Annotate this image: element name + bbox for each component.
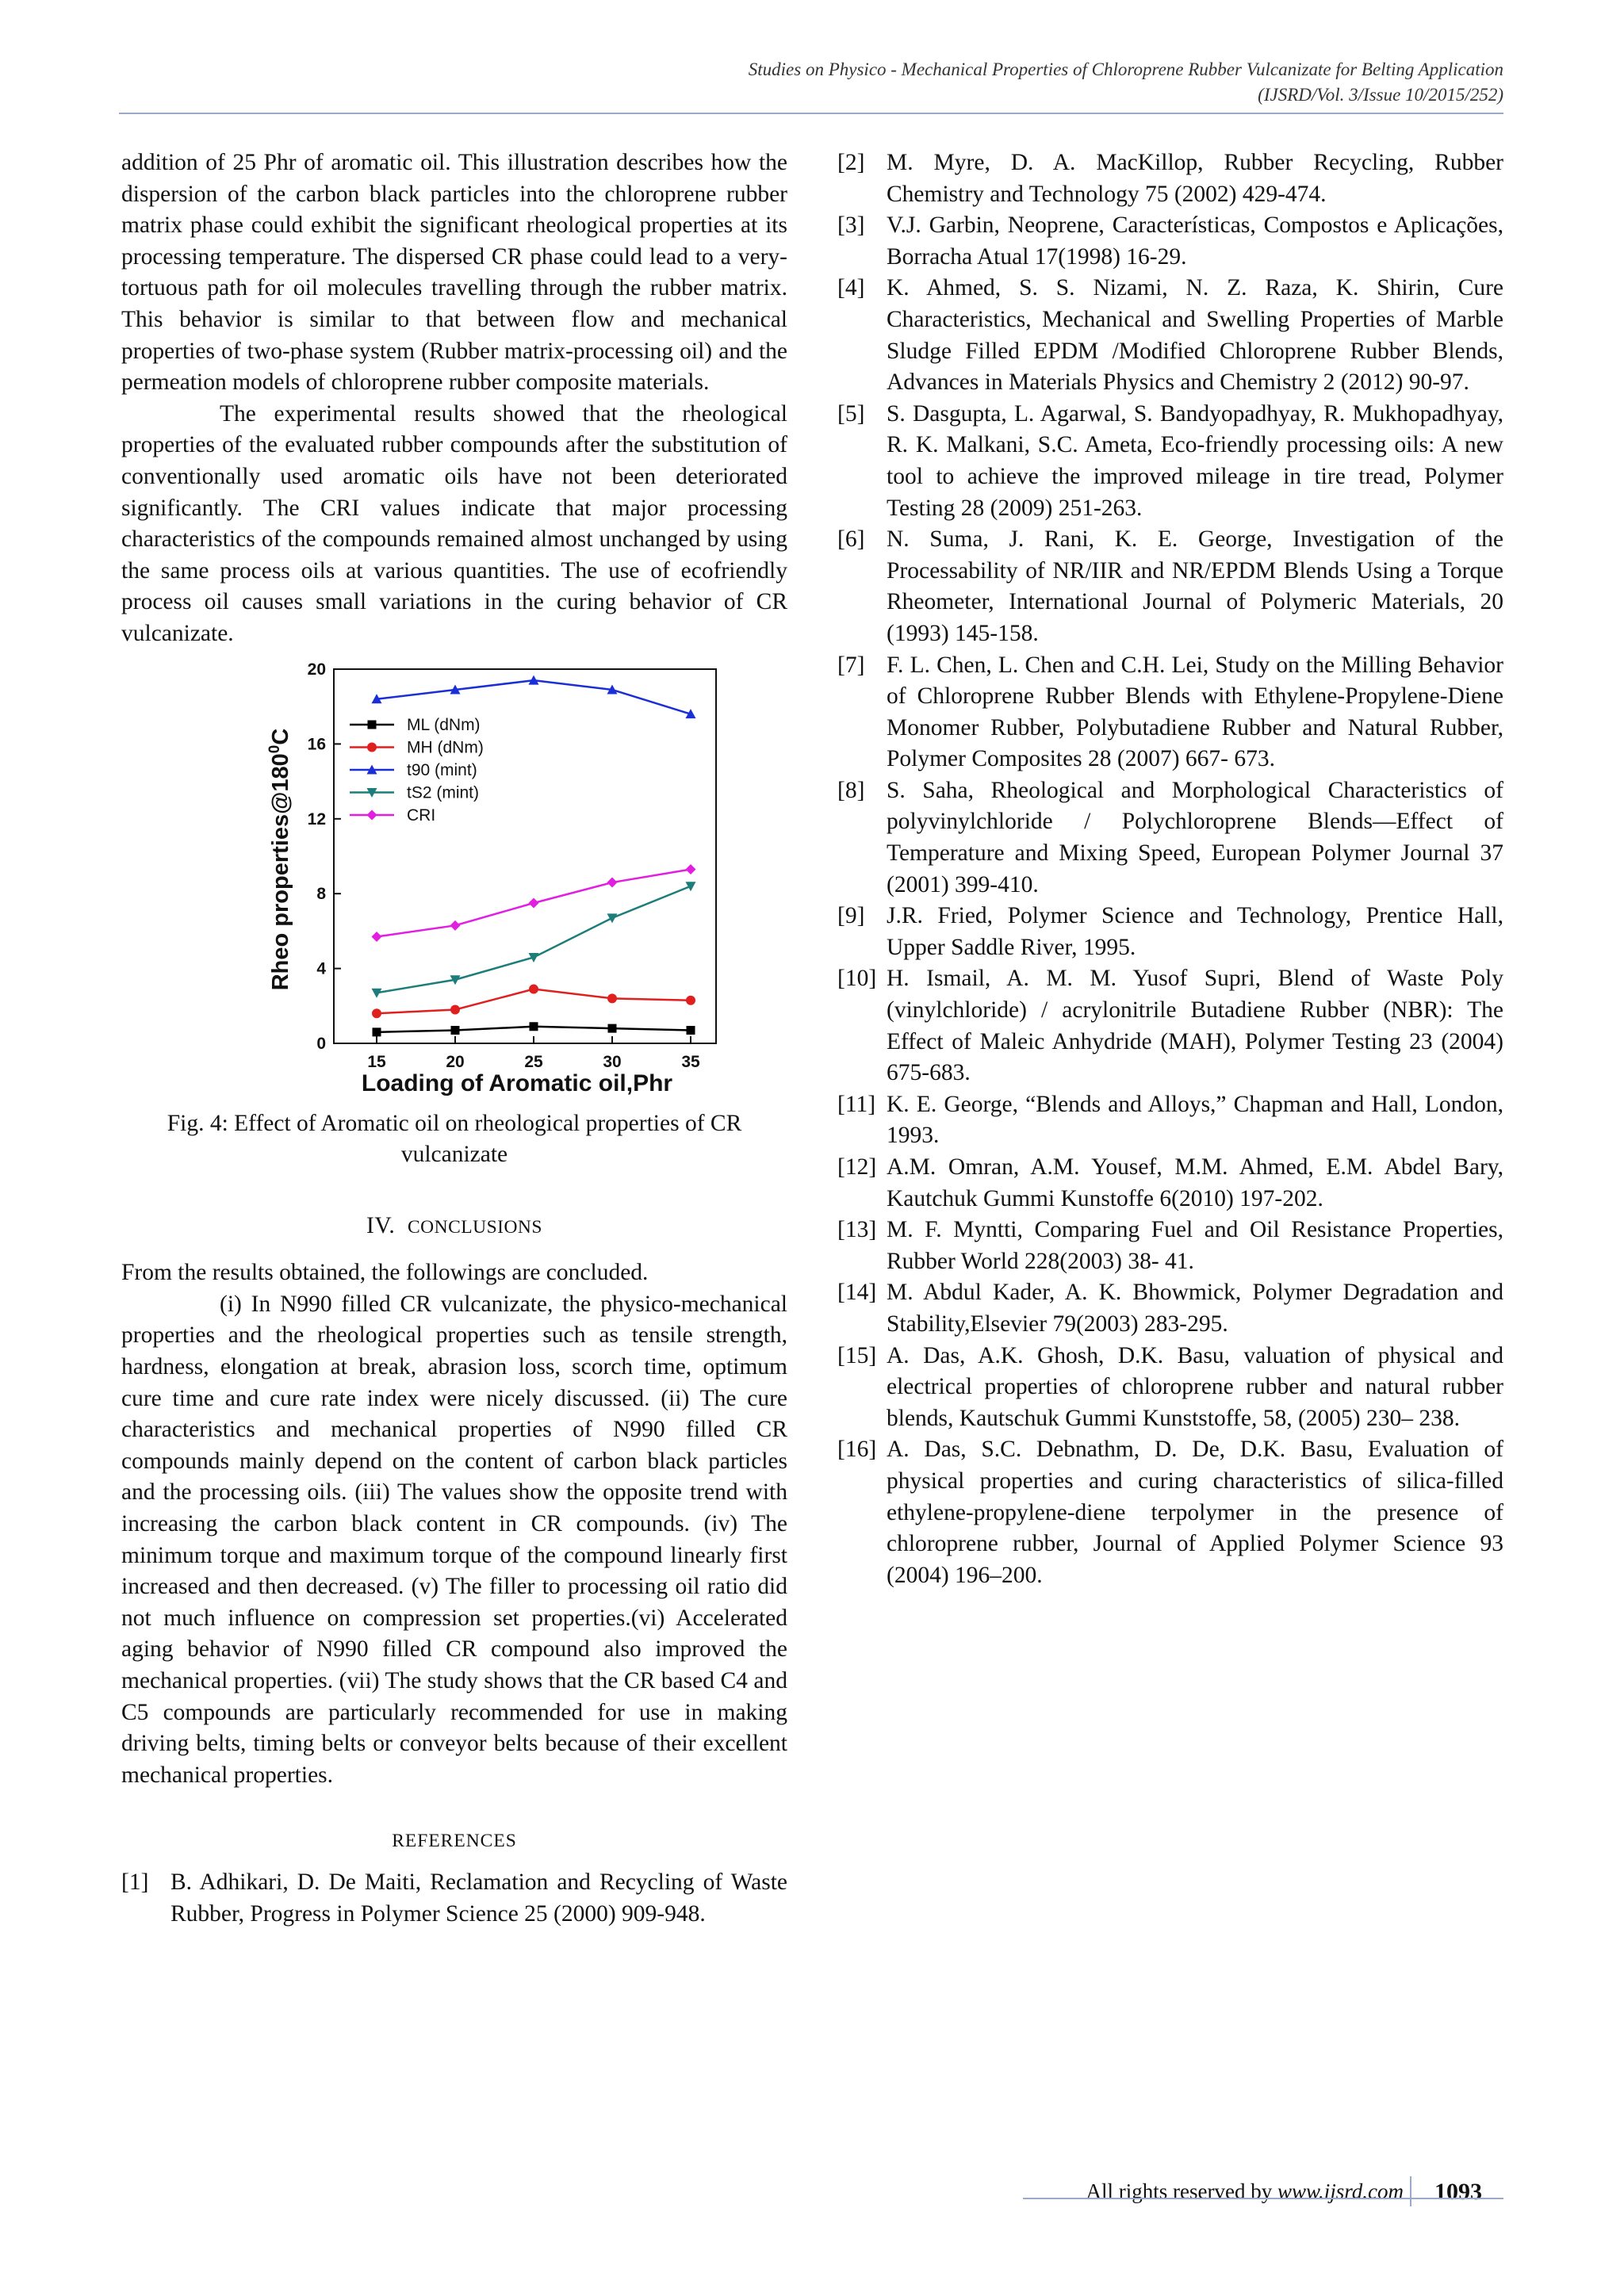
figure-caption: Fig. 4: Effect of Aromatic oil on rheological properties of CR vulcanizate xyxy=(167,1110,742,1168)
y-axis-label-sup: 0 xyxy=(266,744,283,753)
footer-divider xyxy=(1023,2198,1503,2199)
reference-text: V.J. Garbin, Neoprene, Características, Compostos e Aplicações, Borracha Atual 17(1998) 16-29. xyxy=(887,212,1503,270)
reference-text: J.R. Fried, Polymer Science and Technology, Prentice Hall, Upper Saddle River, 1995. xyxy=(887,903,1503,960)
reference-text: S. Dasgupta, L. Agarwal, S. Bandyopadhyay, R. Mukhopadhyay, R. K. Malkani, S.C. Ameta, Eco-friendly processing oils: A new tool to achieve the improved mileage in tire tread, Polymer Testing 28 (2009) 251-263. xyxy=(887,400,1503,521)
y-axis-label-main: Rheo properties@180 xyxy=(268,752,293,990)
x-tick-label: 35 xyxy=(681,1052,700,1071)
reference-item xyxy=(837,210,1503,273)
legend-label: MH (dNm) xyxy=(407,738,484,756)
reference-number: [7] xyxy=(837,652,865,678)
reference-item xyxy=(837,775,1503,901)
y-tick-label: 12 xyxy=(307,809,326,828)
header-title: Studies on Physico - Mechanical Properties of Chloroprene Rubber Vulcanizate for Belting Application xyxy=(748,59,1503,79)
reference-number: [2] xyxy=(837,150,865,175)
reference-text: A.M. Omran, A.M. Yousef, M.M. Ahmed, E.M. Abdel Bary, Kautchuk Gummi Kunstoffe 6(2010) 197-202. xyxy=(887,1154,1503,1211)
section-title: CONCLUSIONS xyxy=(407,1216,542,1238)
reference-text: B. Adhikari, D. De Maiti, Reclamation and Recycling of Waste Rubber, Progress in Polymer Science 25 (2000) 909-948. xyxy=(170,1869,787,1927)
reference-text: A. Das, A.K. Ghosh, D.K. Basu, valuation of physical and electrical properties of chloroprene rubber and natural rubber blends, Kautschuk Gummi Kunststoffe, 58, (2005) 230– 238. xyxy=(887,1342,1503,1431)
right-column xyxy=(837,147,1503,1591)
data-point xyxy=(451,1025,460,1034)
x-tick-label: 15 xyxy=(367,1052,386,1071)
section-number: IV. xyxy=(366,1212,396,1238)
series-line xyxy=(377,680,691,714)
data-point xyxy=(529,984,538,993)
paragraph-experimental-results: The experimental results showed that the rheological properties of the evaluated rubber compounds after the substitution of conventionally used aromatic oils have not been deteriorated significantly. The CRI values indicate that major processing characteristics of the compounds remained almost unchanged by using the same process oils at various quantities. The use of ecofriendly process oil causes small variations in the curing behavior of CR vulcanizate. xyxy=(121,400,787,646)
data-point xyxy=(372,931,382,941)
reference-item xyxy=(837,1215,1503,1277)
data-point xyxy=(687,1025,695,1034)
reference-text: F. L. Chen, L. Chen and C.H. Lei, Study on the Milling Behavior of Chloroprene Rubber Blends with Ethylene-Propylene-Diene Monomer Rubber, Polybutadiene Rubber and Natural Rubber, Polymer Composites 28 (2007) 667- 673. xyxy=(887,652,1503,772)
legend-marker xyxy=(367,742,377,752)
reference-number: [1] xyxy=(121,1869,149,1895)
legend-label: CRI xyxy=(407,806,436,825)
data-point xyxy=(686,995,695,1004)
x-axis-label: Loading of Aromatic oil,Phr xyxy=(361,1070,673,1096)
reference-text: A. Das, S.C. Debnathm, D. De, D.K. Basu, Evaluation of physical properties and curing characteristics of silica-filled ethylene-propylene-diene terpolymer in the presence of chloroprene rubber, Journal of Applied Polymer Science 93 (2004) 196–200. xyxy=(887,1437,1503,1588)
header-journal: (IJSRD/Vol. 3/Issue 10/2015/252) xyxy=(1258,85,1503,105)
y-tick-label: 20 xyxy=(307,660,326,679)
reference-number: [3] xyxy=(837,212,865,239)
reference-number: [9] xyxy=(837,903,865,929)
section-heading-conclusions xyxy=(121,1211,787,1244)
reference-item xyxy=(837,1434,1503,1591)
y-axis-label xyxy=(266,728,293,990)
reference-item xyxy=(837,399,1503,524)
reference-text: N. Suma, J. Rani, K. E. George, Investigation of the Processability of NR/IIR and NR/EPDM Blends Using a Torque Rheometer, International Journal of Polymeric Materials, 20 (1993) 145-158. xyxy=(887,526,1503,646)
x-tick-label: 25 xyxy=(524,1052,543,1071)
data-point xyxy=(607,913,618,923)
header-divider xyxy=(119,113,1503,114)
reference-number: [13] xyxy=(837,1217,877,1243)
reference-item xyxy=(837,1341,1503,1435)
data-point xyxy=(372,1008,381,1018)
reference-list xyxy=(837,147,1503,1591)
reference-number: [5] xyxy=(837,400,865,427)
reference-item xyxy=(837,524,1503,649)
reference-number: [11] xyxy=(837,1091,876,1117)
y-tick-label: 8 xyxy=(316,884,326,903)
page-number: 1093 xyxy=(1410,2176,1505,2206)
data-point xyxy=(608,1024,617,1032)
paragraph-conclusions-list: (i) In N990 filled CR vulcanizate, the physico-mechanical properties and the rheological properties such as tensile strength, hardness, elongation at break, abrasion loss, scorch time, optimum cure time and cure rate index were nicely discussed. (ii) The cure characteristics and mechanical properties of N990 filled CR compounds mainly depend on the content of carbon black particles and the processing oils. (iii) The values show the opposite trend with increasing the carbon black content in CR compounds. (iv) The minimum torque and maximum torque of the compound linearly first increased and then decreased. (v) The filler to processing oil ratio did not much influence on compression set properties.(vi) Accelerated aging behavior of N990 filled CR compound also improved the mechanical properties. (vii) The study shows that the CR based C4 and C5 compounds are particularly recommended for use in making driving belts, timing belts or conveyor belts because of their excellent mechanical properties. xyxy=(121,1291,787,1788)
legend-label: t90 (mint) xyxy=(407,760,477,779)
y-axis-label-unit: C xyxy=(268,728,293,745)
data-point xyxy=(450,1004,460,1014)
reference-text: S. Saha, Rheological and Morphological Characteristics of polyvinylchloride / Polychloroprene Blends—Effect of Temperature and Mixing Speed, European Polymer Journal 37 (2001) 399-410. xyxy=(887,777,1503,897)
reference-item xyxy=(837,1089,1503,1152)
data-point xyxy=(607,993,617,1003)
paragraph-continued: addition of 25 Phr of aromatic oil. This illustration describes how the dispersion of the carbon black particles into the chloroprene rubber matrix phase could exhibit the significant rheological properties at its processing temperature. The dispersed CR phase could lead to a very-tortuous path for oil molecules travelling through the rubber matrix. This behavior is similar to that between flow and mechanical properties of two-phase system (Rubber matrix-processing oil) and the permeation models of chloroprene rubber composite materials. xyxy=(121,150,787,396)
reference-item xyxy=(837,901,1503,963)
reference-number: [8] xyxy=(837,777,865,803)
footer-rights-text: All rights reserved by xyxy=(1086,2179,1277,2203)
legend-marker xyxy=(368,720,377,729)
reference-item xyxy=(837,147,1503,210)
references-heading: REFERENCES xyxy=(392,1831,517,1852)
data-point xyxy=(530,1022,538,1031)
data-point xyxy=(373,1027,381,1036)
reference-item xyxy=(121,1867,787,1930)
reference-text: H. Ismail, A. M. M. Yusof Supri, Blend of Waste Poly (vinylchloride) / acrylonitrile Butadiene Rubber (NBR): The Effect of Maleic Anhydride (MAH), Polymer Testing 23 (2004) 675-683. xyxy=(887,966,1503,1086)
y-tick-label: 0 xyxy=(316,1034,326,1053)
reference-number: [16] xyxy=(837,1437,877,1463)
reference-item xyxy=(837,1152,1503,1215)
reference-item xyxy=(837,963,1503,1089)
x-tick-label: 30 xyxy=(603,1052,622,1071)
paragraph-conclusions-intro: From the results obtained, the followings are concluded. xyxy=(121,1260,649,1286)
x-tick-label: 20 xyxy=(446,1052,465,1071)
footer-site-link[interactable]: www.ijsrd.com xyxy=(1277,2179,1404,2203)
reference-number: [6] xyxy=(837,526,865,553)
footer-rights xyxy=(1023,2175,1404,2207)
data-point xyxy=(686,864,696,874)
reference-item xyxy=(837,1277,1503,1340)
reference-number: [4] xyxy=(837,275,865,301)
rheology-chart xyxy=(175,660,730,1105)
reference-text: K. E. George, “Blends and Alloys,” Chapman and Hall, London, 1993. xyxy=(887,1091,1503,1149)
y-tick-label: 16 xyxy=(307,734,326,753)
legend-marker xyxy=(367,809,377,820)
reference-text: M. F. Myntti, Comparing Fuel and Oil Resistance Properties, Rubber World 228(2003) 38- 41. xyxy=(887,1217,1503,1274)
reference-number: [14] xyxy=(837,1280,877,1306)
reference-text: K. Ahmed, S. S. Nizami, N. Z. Raza, K. Shirin, Cure Characteristics, Mechanical and Swelling Properties of Marble Sludge Filled EPDM /Modified Chloroprene Rubber Blends, Advances in Materials Physics and Chemistry 2 (2012) 90-97. xyxy=(887,275,1503,396)
data-point xyxy=(607,877,618,887)
figure-4 xyxy=(121,660,787,1105)
legend-label: ML (dNm) xyxy=(407,715,481,734)
running-header xyxy=(119,57,1503,108)
data-point xyxy=(450,920,461,930)
y-tick-label: 4 xyxy=(316,959,326,978)
legend-label: tS2 (mint) xyxy=(407,783,480,802)
data-point xyxy=(529,897,539,908)
reference-text: M. Abdul Kader, A. K. Bhowmick, Polymer Degradation and Stability,Elsevier 79(2003) 283-295. xyxy=(887,1280,1503,1337)
reference-number: [10] xyxy=(837,966,877,992)
reference-text: M. Myre, D. A. MacKillop, Rubber Recycling, Rubber Chemistry and Technology 75 (2002) 429-474. xyxy=(887,150,1503,207)
left-column xyxy=(121,147,787,1930)
reference-number: [12] xyxy=(837,1154,877,1180)
reference-number: [15] xyxy=(837,1342,877,1368)
reference-item xyxy=(837,273,1503,398)
reference-item xyxy=(837,650,1503,775)
